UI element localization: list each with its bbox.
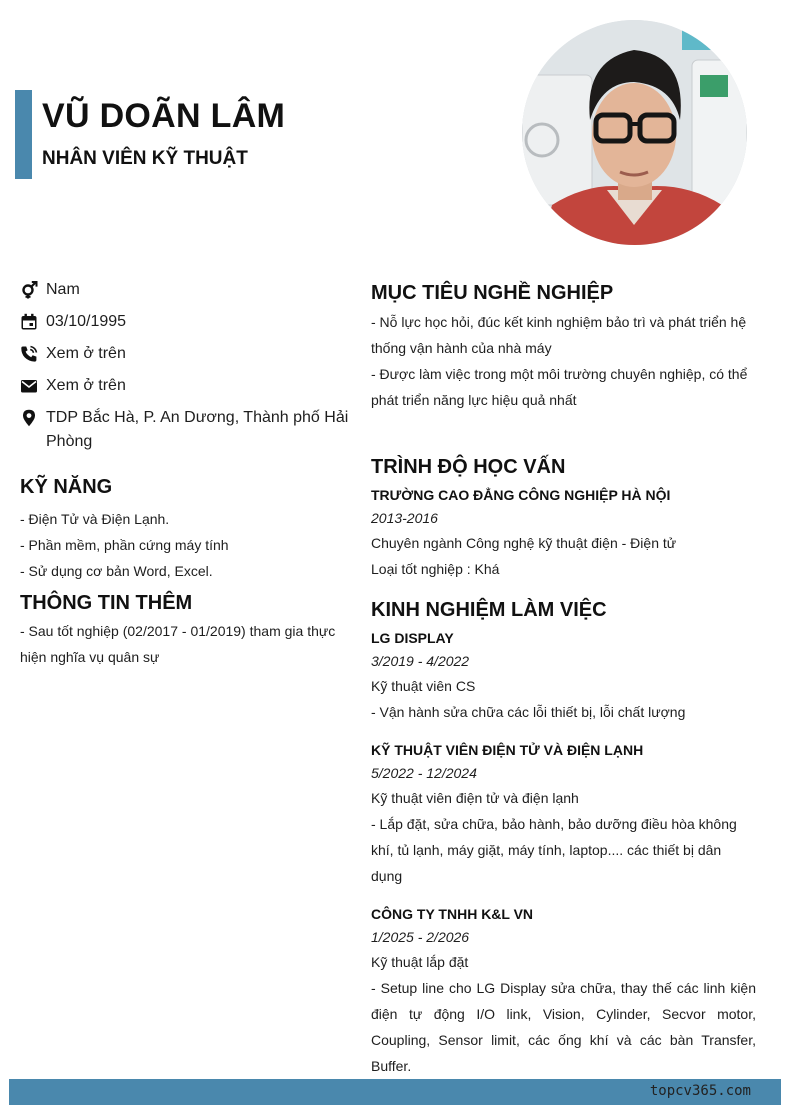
job-description: - Setup line cho LG Display sửa chữa, thay thế các linh kiện điện tự động I/O link, Vision, Cylinder, Secvor motor, Coupling, Sensor limit, các ống khí và các bàn Transfer, Buffer. [371, 980, 756, 1074]
extra-info-text: - Sau tốt nghiệp (02/2017 - 01/2019) tham gia thực hiện nghĩa vụ quân sự [20, 623, 336, 665]
skill-item: - Phần mềm, phần cứng máy tính [20, 537, 229, 553]
job-dates: 1/2025 - 2/2026 [371, 929, 470, 945]
experience-item [371, 626, 756, 725]
birthdate-value: 03/10/1995 [46, 313, 127, 330]
education-dates: 2013-2016 [371, 510, 438, 526]
job-role: Kỹ thuật viên CS [371, 678, 476, 694]
job-description: - Lắp đặt, sửa chữa, bảo hành, bảo dưỡng điều hòa không khí, tủ lạnh, máy giặt, máy tính, laptop.... các thiết bị dân dụng [371, 816, 737, 884]
job-title: NHÂN VIÊN KỸ THUẬT [42, 148, 248, 169]
job-dates: 5/2022 - 12/2024 [371, 765, 477, 781]
skills-list [20, 506, 350, 584]
school-name: TRƯỜNG CAO ĐẲNG CÔNG NGHIỆP HÀ NỘI [371, 487, 671, 503]
company-name: CÔNG TY TNHH K&L VN [371, 906, 534, 922]
footer-bar [9, 1079, 781, 1105]
job-role: Kỹ thuật viên điện tử và điện lạnh [371, 790, 579, 806]
extra-info-heading: THÔNG TIN THÊM [20, 592, 193, 614]
profile-photo [522, 20, 747, 245]
objective-heading: MỤC TIÊU NGHỀ NGHIỆP [371, 282, 614, 304]
gender-value: Nam [46, 281, 80, 298]
contact-birthdate [20, 310, 350, 334]
email-value: Xem ở trên [46, 377, 126, 394]
education-major: Chuyên ngành Công nghệ kỹ thuật điện - Điện tử [371, 535, 677, 551]
skill-item: - Điện Tử và Điện Lạnh. [20, 511, 170, 527]
contact-address [20, 406, 350, 454]
skills-heading: KỸ NĂNG [20, 476, 113, 498]
experience-heading: KINH NGHIỆM LÀM VIỆC [371, 599, 607, 621]
job-dates: 3/2019 - 4/2022 [371, 653, 470, 669]
company-name: LG DISPLAY [371, 630, 454, 646]
footer-watermark: topcv365.com [649, 1083, 751, 1099]
name-accent-bar [15, 90, 32, 179]
education-grade: Loại tốt nghiệp : Khá [371, 561, 500, 577]
phone-value: Xem ở trên [46, 345, 126, 362]
calendar-icon [20, 310, 46, 334]
contact-gender [20, 278, 350, 302]
contact-email [20, 374, 350, 398]
objective-item: - Được làm việc trong một môi trường chuyên nghiệp, có thể phát triển năng lực hiệu quả nhất [371, 366, 748, 408]
experience-item [371, 738, 756, 889]
email-icon [20, 374, 46, 398]
contact-phone [20, 342, 350, 366]
skill-item: - Sử dụng cơ bản Word, Excel. [20, 563, 213, 579]
location-pin-icon [20, 406, 46, 430]
phone-icon [20, 342, 46, 366]
experience-item [371, 902, 756, 1079]
candidate-name: VŨ DOÃN LÂM [42, 97, 286, 135]
gender-icon [20, 278, 46, 302]
contact-list [20, 278, 350, 454]
job-description: - Vận hành sửa chữa các lỗi thiết bị, lỗi chất lượng [371, 704, 686, 720]
left-column [20, 278, 350, 670]
objective-item: - Nỗ lực học hỏi, đúc kết kinh nghiệm bảo trì và phát triển hệ thống vận hành của nhà máy [371, 314, 747, 356]
address-value: TDP Bắc Hà, P. An Dương, Thành phố Hải Phòng [46, 409, 349, 450]
job-role: Kỹ thuật lắp đặt [371, 954, 469, 970]
education-heading: TRÌNH ĐỘ HỌC VẤN [371, 456, 566, 478]
company-name: KỸ THUẬT VIÊN ĐIỆN TỬ VÀ ĐIỆN LẠNH [371, 742, 644, 758]
right-column [371, 282, 756, 1079]
objective-list [371, 309, 756, 413]
